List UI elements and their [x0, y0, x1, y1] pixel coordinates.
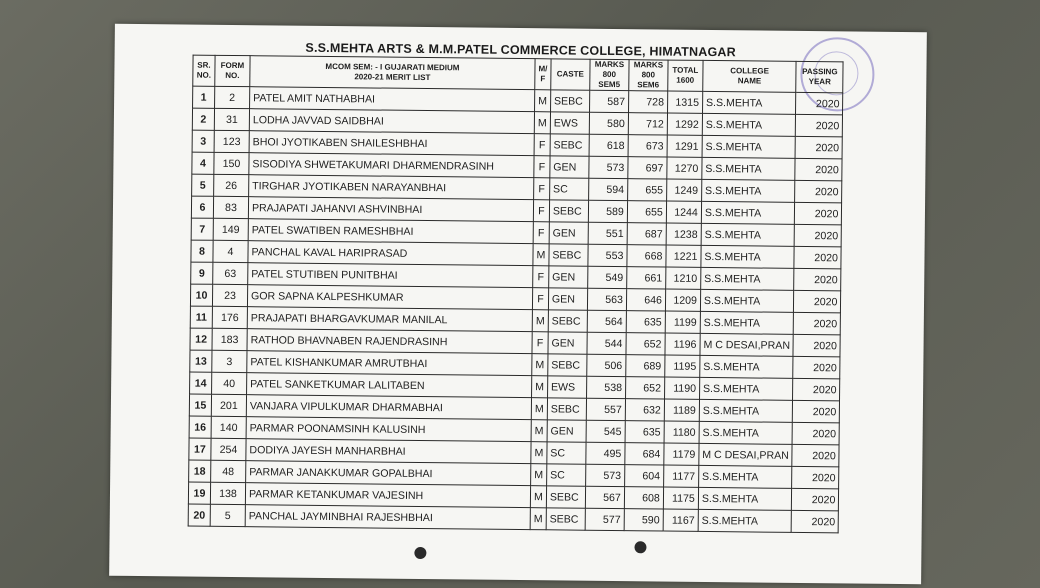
total-marks-cell: 1238	[666, 223, 701, 245]
header-sr: SR. NO.	[193, 55, 215, 86]
sr-cell: 18	[189, 460, 211, 482]
gender-cell: M	[531, 464, 547, 486]
sem5-marks-cell: 538	[586, 376, 625, 398]
student-name-cell: RATHOD BHAVNABEN RAJENDRASINH	[247, 329, 532, 354]
sem6-marks-cell: 728	[628, 91, 667, 113]
college-name-cell: M C DESAI,PRAN	[700, 333, 794, 356]
student-name-cell: TIRGHAR JYOTIKABEN NARAYANBHAI	[249, 175, 534, 200]
form-no-cell: 63	[213, 262, 248, 284]
sem5-marks-cell: 589	[588, 200, 627, 222]
sr-cell: 11	[190, 306, 212, 328]
gender-cell: M	[531, 398, 547, 420]
passing-year-cell: 2020	[795, 202, 842, 224]
sem6-marks-cell: 635	[626, 311, 665, 333]
caste-cell: GEN	[549, 222, 588, 244]
sr-cell: 20	[188, 504, 210, 526]
sem6-marks-cell: 712	[628, 113, 667, 135]
caste-cell: SEBC	[548, 310, 587, 332]
form-no-cell: 3	[212, 350, 247, 372]
form-no-cell: 23	[212, 284, 247, 306]
form-no-cell: 4	[213, 240, 248, 262]
total-marks-cell: 1221	[666, 245, 701, 267]
caste-cell: SEBC	[546, 508, 585, 530]
total-marks-cell: 1292	[667, 113, 702, 135]
passing-year-cell: 2020	[794, 268, 841, 290]
form-no-cell: 31	[214, 108, 249, 130]
sem5-marks-cell: 495	[586, 442, 625, 464]
punch-hole	[414, 547, 426, 559]
sem5-marks-cell: 563	[587, 288, 626, 310]
sr-cell: 12	[190, 328, 212, 350]
passing-year-cell: 2020	[795, 158, 842, 180]
sr-cell: 3	[192, 130, 214, 152]
form-no-cell: 254	[211, 438, 246, 460]
sem6-marks-cell: 652	[626, 333, 665, 355]
total-marks-cell: 1244	[666, 201, 701, 223]
total-marks-cell: 1189	[664, 399, 699, 421]
gender-cell: M	[531, 442, 547, 464]
header-name: MCOM SEM: - I GUJARATI MEDIUM 2020-21 MERIT LIST	[250, 56, 535, 90]
sr-cell: 16	[189, 416, 211, 438]
passing-year-cell: 2020	[793, 400, 840, 422]
sr-cell: 9	[191, 262, 213, 284]
total-marks-cell: 1167	[663, 509, 698, 531]
student-name-cell: PARMAR KETANKUMAR VAJESINH	[245, 483, 530, 508]
sr-cell: 19	[188, 482, 210, 504]
sem5-marks-cell: 618	[589, 134, 628, 156]
caste-cell: SEBC	[549, 244, 588, 266]
college-name-cell: S.S.MEHTA	[698, 465, 792, 488]
student-name-cell: BHOI JYOTIKABEN SHAILESHBHAI	[249, 131, 534, 156]
sem6-marks-cell: 635	[625, 421, 664, 443]
student-name-cell: PATEL SWATIBEN RAMESHBHAI	[248, 219, 533, 244]
sem6-marks-cell: 684	[625, 443, 664, 465]
passing-year-cell: 2020	[792, 488, 839, 510]
sr-cell: 10	[190, 284, 212, 306]
header-college: COLLEGE NAME	[703, 60, 797, 92]
gender-cell: F	[534, 156, 550, 178]
student-name-cell: DODIYA JAYESH MANHARBHAI	[246, 439, 531, 464]
gender-cell: M	[532, 310, 548, 332]
total-marks-cell: 1209	[665, 289, 700, 311]
student-name-cell: PATEL SANKETKUMAR LALITABEN	[247, 373, 532, 398]
sem5-marks-cell: 564	[587, 310, 626, 332]
sem6-marks-cell: 668	[627, 245, 666, 267]
caste-cell: EWS	[547, 376, 586, 398]
student-name-cell: LODHA JAVVAD SAIDBHAI	[249, 109, 534, 134]
caste-cell: GEN	[548, 332, 587, 354]
form-no-cell: 2	[215, 86, 250, 108]
college-name-cell: S.S.MEHTA	[701, 179, 795, 202]
passing-year-cell: 2020	[795, 180, 842, 202]
student-name-cell: PRAJAPATI BHARGAVKUMAR MANILAL	[247, 307, 532, 332]
total-marks-cell: 1199	[665, 311, 700, 333]
passing-year-cell: 2020	[795, 136, 842, 158]
gender-cell: M	[534, 112, 550, 134]
student-name-cell: VANJARA VIPULKUMAR DHARMABHAI	[246, 395, 531, 420]
caste-cell: SC	[547, 442, 586, 464]
gender-cell: M	[532, 354, 548, 376]
sem6-marks-cell: 697	[628, 157, 667, 179]
gender-cell: F	[533, 200, 549, 222]
passing-year-cell: 2020	[792, 510, 839, 532]
total-marks-cell: 1249	[666, 179, 701, 201]
header-year: PASSING YEAR	[796, 61, 843, 92]
form-no-cell: 183	[212, 328, 247, 350]
caste-cell: SEBC	[550, 134, 589, 156]
total-marks-cell: 1210	[666, 267, 701, 289]
caste-cell: SEBC	[548, 354, 587, 376]
student-name-cell: PANCHAL KAVAL HARIPRASAD	[248, 241, 533, 266]
header-form: FORM NO.	[215, 55, 250, 86]
college-name-cell: S.S.MEHTA	[702, 91, 796, 114]
student-name-cell: PANCHAL JAYMINBHAI RAJESHBHAI	[245, 505, 530, 530]
gender-cell: F	[532, 288, 548, 310]
caste-cell: GEN	[549, 266, 588, 288]
passing-year-cell: 2020	[792, 466, 839, 488]
sr-cell: 17	[189, 438, 211, 460]
gender-cell: M	[530, 508, 546, 530]
punch-hole	[634, 541, 646, 553]
total-marks-cell: 1291	[667, 135, 702, 157]
caste-cell: SEBC	[547, 398, 586, 420]
document-title: S.S.MEHTA ARTS & M.M.PATEL COMMERCE COLLEGE, HIMATNAGAR	[305, 40, 736, 60]
sem5-marks-cell: 506	[587, 354, 626, 376]
caste-cell: GEN	[547, 420, 586, 442]
total-marks-cell: 1175	[663, 487, 698, 509]
sem6-marks-cell: 655	[627, 201, 666, 223]
form-no-cell: 201	[211, 394, 246, 416]
gender-cell: F	[532, 332, 548, 354]
college-name-cell: S.S.MEHTA	[698, 487, 792, 510]
total-marks-cell: 1315	[667, 91, 702, 113]
college-name-cell: S.S.MEHTA	[702, 135, 796, 158]
gender-cell: F	[534, 134, 550, 156]
gender-cell: M	[531, 420, 547, 442]
header-mf: M/ F	[535, 59, 551, 90]
college-name-cell: M C DESAI,PRAN	[699, 443, 793, 466]
college-name-cell: S.S.MEHTA	[701, 201, 795, 224]
college-name-cell: S.S.MEHTA	[701, 245, 795, 268]
caste-cell: GEN	[548, 288, 587, 310]
sem5-marks-cell: 545	[586, 420, 625, 442]
sr-cell: 2	[192, 108, 214, 130]
form-no-cell: 150	[214, 152, 249, 174]
student-name-cell: PATEL STUTIBEN PUNITBHAI	[248, 263, 533, 288]
college-name-cell: S.S.MEHTA	[702, 157, 796, 180]
sem6-marks-cell: 604	[624, 465, 663, 487]
student-name-cell: PATEL AMIT NATHABHAI	[250, 87, 535, 112]
sem6-marks-cell: 608	[624, 487, 663, 509]
sr-cell: 8	[191, 240, 213, 262]
college-name-cell: S.S.MEHTA	[700, 355, 794, 378]
merit-table	[188, 55, 844, 534]
sem6-marks-cell: 689	[626, 355, 665, 377]
college-name-cell: S.S.MEHTA	[698, 509, 792, 532]
sem6-marks-cell: 652	[625, 377, 664, 399]
caste-cell: SC	[546, 464, 585, 486]
caste-cell: SEBC	[550, 90, 589, 112]
student-name-cell: PARMAR JANAKKUMAR GOPALBHAI	[246, 461, 531, 486]
sem6-marks-cell: 646	[626, 289, 665, 311]
student-name-cell: PARMAR POONAMSINH KALUSINH	[246, 417, 531, 442]
sem6-marks-cell: 673	[628, 135, 667, 157]
sem5-marks-cell: 557	[586, 398, 625, 420]
gender-cell: F	[533, 222, 549, 244]
form-no-cell: 26	[214, 174, 249, 196]
passing-year-cell: 2020	[792, 444, 839, 466]
total-marks-cell: 1195	[665, 355, 700, 377]
header-caste: CASTE	[551, 59, 590, 90]
passing-year-cell: 2020	[795, 224, 842, 246]
caste-cell: SEBC	[546, 486, 585, 508]
passing-year-cell: 2020	[793, 378, 840, 400]
sem5-marks-cell: 573	[589, 156, 628, 178]
sr-cell: 13	[190, 350, 212, 372]
gender-cell: M	[535, 90, 551, 112]
caste-cell: GEN	[550, 156, 589, 178]
header-total: TOTAL 1600	[668, 60, 703, 91]
student-name-cell: PATEL KISHANKUMAR AMRUTBHAI	[247, 351, 532, 376]
caste-cell: EWS	[550, 112, 589, 134]
sr-cell: 7	[191, 218, 213, 240]
sem5-marks-cell: 594	[588, 178, 627, 200]
passing-year-cell: 2020	[794, 312, 841, 334]
sem6-marks-cell: 590	[624, 509, 663, 531]
form-no-cell: 5	[210, 504, 245, 526]
gender-cell: F	[533, 266, 549, 288]
form-no-cell: 83	[213, 196, 248, 218]
sem5-marks-cell: 587	[589, 90, 628, 112]
sem6-marks-cell: 661	[627, 267, 666, 289]
header-sem5: MARKS 800 SEM5	[590, 59, 629, 90]
form-no-cell: 149	[213, 218, 248, 240]
caste-cell: SEBC	[549, 200, 588, 222]
total-marks-cell: 1179	[664, 443, 699, 465]
form-no-cell: 176	[212, 306, 247, 328]
college-name-cell: S.S.MEHTA	[700, 311, 794, 334]
gender-cell: F	[534, 178, 550, 200]
college-name-cell: S.S.MEHTA	[701, 267, 795, 290]
sem5-marks-cell: 577	[585, 508, 624, 530]
sr-cell: 4	[192, 152, 214, 174]
sr-cell: 14	[190, 372, 212, 394]
passing-year-cell: 2020	[792, 422, 839, 444]
passing-year-cell: 2020	[794, 246, 841, 268]
total-marks-cell: 1196	[665, 333, 700, 355]
passing-year-cell: 2020	[793, 356, 840, 378]
sem5-marks-cell: 544	[587, 332, 626, 354]
college-name-cell: S.S.MEHTA	[700, 289, 794, 312]
college-name-cell: S.S.MEHTA	[701, 223, 795, 246]
sem5-marks-cell: 551	[588, 222, 627, 244]
gender-cell: M	[530, 486, 546, 508]
header-sem6: MARKS 800 SEM6	[629, 60, 668, 91]
form-no-cell: 40	[212, 372, 247, 394]
total-marks-cell: 1180	[664, 421, 699, 443]
sem5-marks-cell: 553	[588, 244, 627, 266]
merit-list-paper	[109, 24, 927, 584]
sr-cell: 1	[193, 86, 215, 108]
sem6-marks-cell: 655	[627, 179, 666, 201]
student-name-cell: SISODIYA SHWETAKUMARI DHARMENDRASINH	[249, 153, 534, 178]
form-no-cell: 123	[214, 130, 249, 152]
sem5-marks-cell: 567	[585, 486, 624, 508]
form-no-cell: 140	[211, 416, 246, 438]
total-marks-cell: 1190	[664, 377, 699, 399]
student-name-cell: PRAJAPATI JAHANVI ASHVINBHAI	[248, 197, 533, 222]
total-marks-cell: 1270	[667, 157, 702, 179]
caste-cell: SC	[549, 178, 588, 200]
form-no-cell: 138	[210, 482, 245, 504]
form-no-cell: 48	[211, 460, 246, 482]
student-name-cell: GOR SAPNA KALPESHKUMAR	[247, 285, 532, 310]
college-name-cell: S.S.MEHTA	[699, 399, 793, 422]
gender-cell: M	[532, 376, 548, 398]
sem5-marks-cell: 549	[588, 266, 627, 288]
college-name-cell: S.S.MEHTA	[702, 113, 796, 136]
college-name-cell: S.S.MEHTA	[699, 421, 793, 444]
passing-year-cell: 2020	[796, 114, 843, 136]
passing-year-cell: 2020	[796, 92, 843, 114]
sem5-marks-cell: 580	[589, 112, 628, 134]
sr-cell: 5	[192, 174, 214, 196]
gender-cell: M	[533, 244, 549, 266]
total-marks-cell: 1177	[663, 465, 698, 487]
passing-year-cell: 2020	[794, 290, 841, 312]
sem6-marks-cell: 687	[627, 223, 666, 245]
sr-cell: 15	[189, 394, 211, 416]
sr-cell: 6	[191, 196, 213, 218]
college-name-cell: S.S.MEHTA	[699, 377, 793, 400]
sem6-marks-cell: 632	[625, 399, 664, 421]
passing-year-cell: 2020	[793, 334, 840, 356]
sem5-marks-cell: 573	[585, 464, 624, 486]
